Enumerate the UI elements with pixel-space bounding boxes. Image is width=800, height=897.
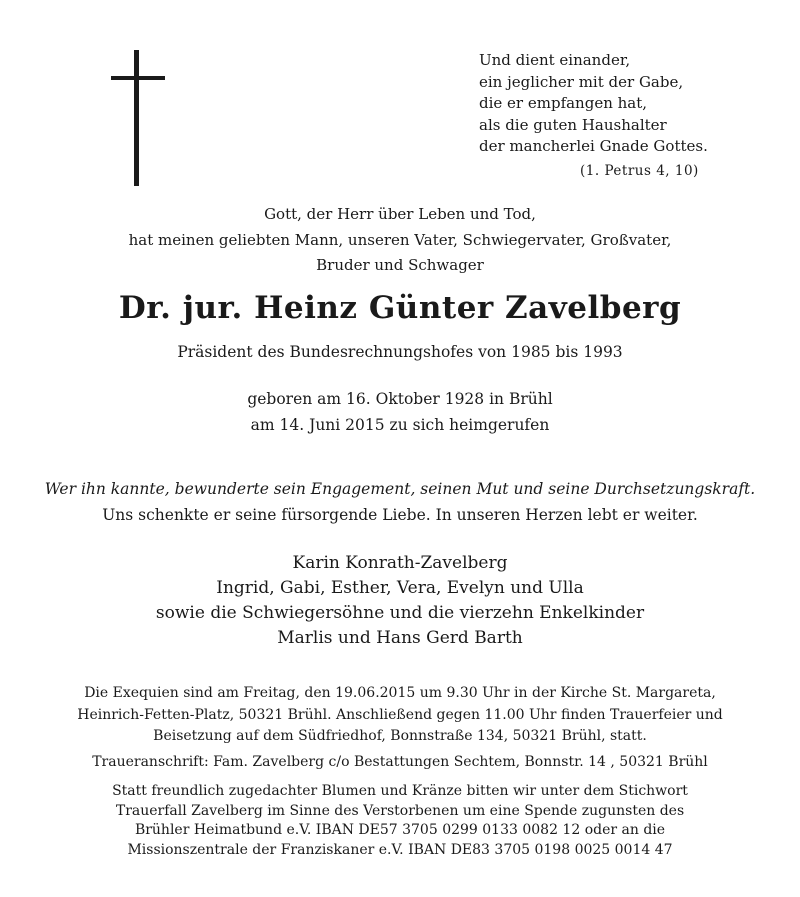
deceased-office: Präsident des Bundesrechnungshofes von 1985 bis 1993 (177, 343, 623, 361)
donation-request (0, 782, 800, 860)
family-line: sowie die Schwiegersöhne und die vierzehn Enkelkinder (155, 603, 645, 623)
bible-verse (479, 50, 779, 158)
life-dates (0, 386, 800, 438)
donation-line: Trauerfall Zavelberg im Sinne des Verstorbenen um eine Spende zugunsten des (115, 802, 685, 819)
tribute-text (0, 476, 800, 528)
intro-line: Gott, der Herr über Leben und Tod, (264, 205, 536, 223)
family-line: Karin Konrath-Zavelberg (292, 553, 508, 573)
mourning-address: Traueranschrift: Fam. Zavelberg c/o Bestattungen Sechtem, Bonnstr. 14 , 50321 Brühl (92, 754, 708, 770)
family-signatures (0, 551, 800, 651)
deceased-name: Dr. jur. Heinz Günter Zavelberg (118, 290, 682, 326)
cross-horizontal-bar (111, 76, 165, 80)
verse-line: die er empfangen hat, (479, 94, 648, 112)
verse-line: Und dient einander, (479, 51, 631, 69)
cross-vertical-bar (134, 50, 139, 186)
service-line: Beisetzung auf dem Südfriedhof, Bonnstraße 134, 50321 Brühl, statt. (153, 728, 647, 744)
donation-line: Brühler Heimatbund e.V. IBAN DE57 3705 0299 0133 0082 12 oder an die (134, 822, 666, 838)
verse-line: als die guten Haushalter (479, 115, 667, 134)
service-details (0, 683, 800, 748)
intro-text (0, 202, 800, 279)
family-line: Marlis und Hans Gerd Barth (277, 628, 523, 648)
intro-line: Bruder und Schwager (316, 256, 484, 274)
tribute-line: Wer ihn kannte, bewunderte sein Engagement, seinen Mut und seine Durchsetzungskraft. (44, 480, 756, 498)
intro-line: hat meinen geliebten Mann, unseren Vater, Schwiegervater, Großvater, (128, 230, 672, 249)
cross-icon (111, 50, 165, 186)
donation-line: Missionszentrale der Franziskaner e.V. IBAN DE83 3705 0198 0025 0014 47 (127, 841, 673, 858)
death-date-line: am 14. Juni 2015 zu sich heimgerufen (250, 416, 550, 434)
service-line: Heinrich-Fetten-Platz, 50321 Brühl. Anschließend gegen 11.00 Uhr finden Trauerfeier und (77, 706, 723, 723)
birth-date-line: geboren am 16. Oktober 1928 in Brühl (247, 390, 553, 408)
service-line: Die Exequien sind am Freitag, den 19.06.2015 um 9.30 Uhr in der Kirche St. Margareta, (84, 685, 716, 701)
donation-line: Statt freundlich zugedachter Blumen und Kränze bitten wir unter dem Stichwort (112, 783, 688, 799)
verse-reference: (1. Petrus 4, 10) (580, 163, 699, 179)
family-line: Ingrid, Gabi, Esther, Vera, Evelyn und Ulla (216, 578, 584, 598)
verse-line: der mancherlei Gnade Gottes. (479, 137, 708, 155)
verse-line: ein jeglicher mit der Gabe, (479, 72, 684, 91)
tribute-line: Uns schenkte er seine fürsorgende Liebe. In unseren Herzen lebt er weiter. (102, 506, 698, 524)
